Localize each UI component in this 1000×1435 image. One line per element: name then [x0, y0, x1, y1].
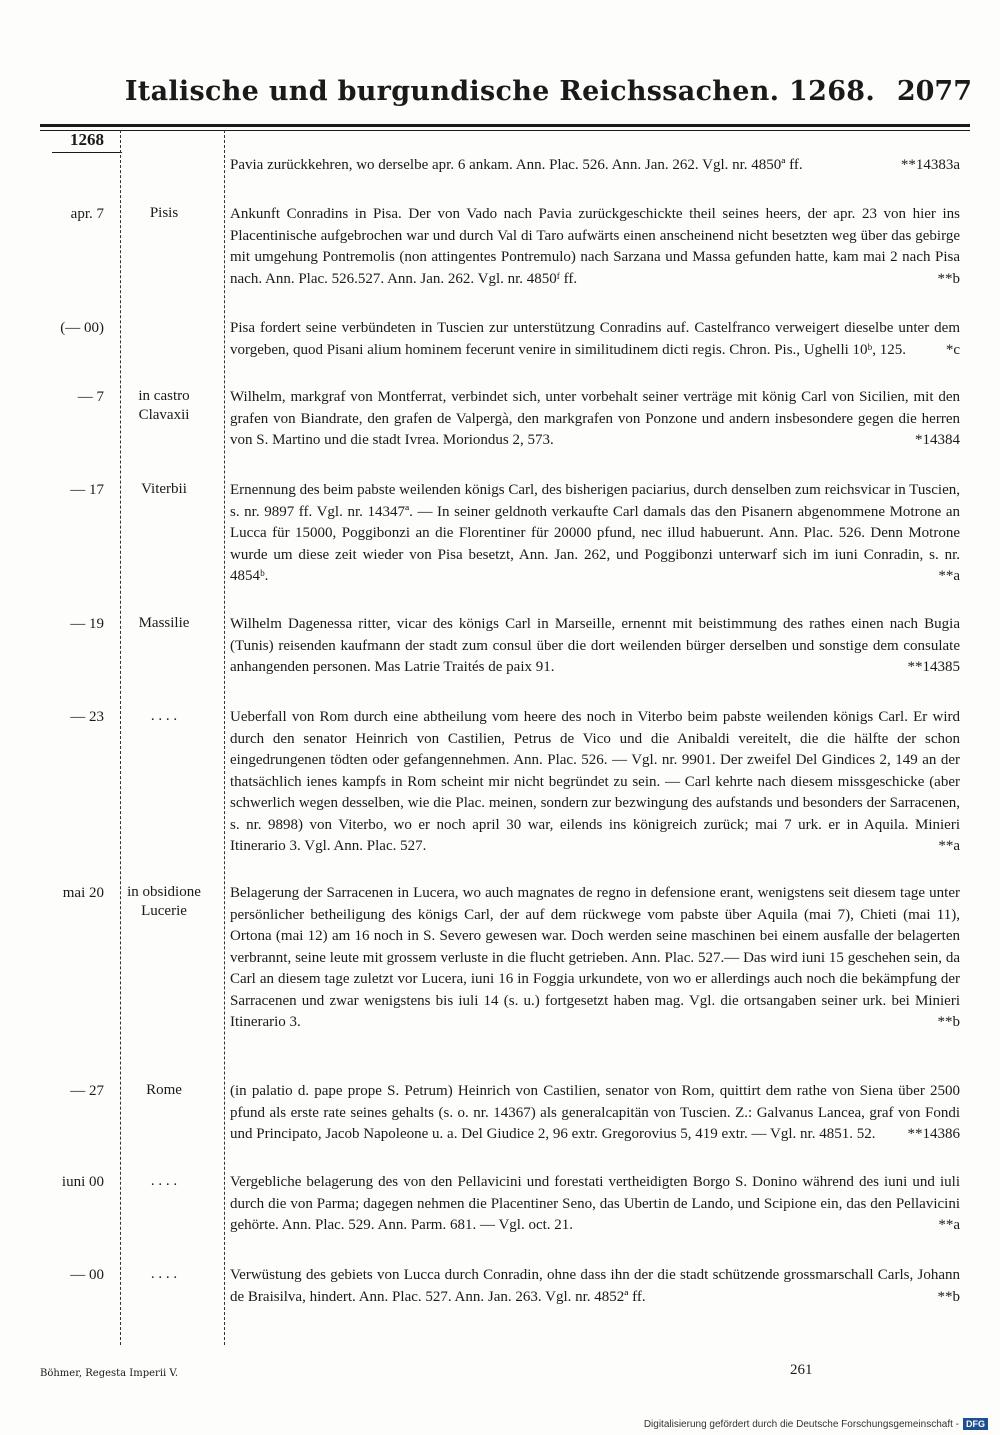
dfg-logo[interactable]: DFG: [963, 1418, 988, 1430]
entry-body: Pisa fordert seine verbündeten in Tuscien zur unterstützung Conradins auf. Castelfranco verweigert dieselbe unter dem vorgeben, quod Pisani alium hominem fecerunt venire in similitudinem dicti regis. Chron. Pis., Ughelli 10ᵇ, 125.: [230, 320, 960, 358]
entry-date: iuni 00: [61, 1174, 104, 1190]
entry-body: Pavia zurückkehren, wo derselbe apr. 6 ankam. Ann. Plac. 526. Ann. Jan. 262. Vgl. nr. 4850ª ff.: [230, 157, 803, 173]
entry-body: Ernennung des beim pabste weilenden königs Carl, des bisherigen paciarius, durch denselben zum reichsvicar in Tuscien, s. nr. 9897 ff. Vgl. nr. 14347ª. — In seiner geldnoth verkaufte Carl damals das den Pisanern abgenommene Motrone an Lucca für 15000, Poggibonzi an die Florentiner für 20000 pfund, nec illud habuerunt. Ann. Plac. 526. Denn Motrone wurde um diese zeit wieder von Pisa besetzt, Ann. Jan. 262, und Poggibonzi unterwarf sich im iuni Conradin, s. nr. 4854ᵇ.: [230, 482, 960, 584]
entry-reference: **14386: [907, 1126, 960, 1142]
entry-text: [230, 1081, 960, 1146]
entry-date: — 17: [70, 482, 104, 498]
entry-place: in castro Clavaxii: [138, 388, 190, 423]
entry-reference: **a: [938, 568, 960, 584]
entry-body: Ankunft Conradins in Pisa. Der von Vado nach Pavia zurückgeschickte theil seines heers, der apr. 23 von hier ins Placentinische aufgebrochen war und durch Val di Taro aufwärts einen anscheinend nicht besetzten weg über das gebirge mit umgehung Pontremolis (non attingentes Pontremulo) nach Sarzana und Massa gefunden hatte, kam mai 2 nach Pisa nach. Ann. Plac. 526.527. Ann. Jan. 262. Vgl. nr. 4850ᶠ ff.: [230, 206, 960, 287]
entry-date: — 19: [70, 616, 104, 632]
entry-body: Wilhelm Dagenessa ritter, vicar des königs Carl in Marseille, ernennt mit beistimmung des rathes einen nach Bugia (Tunis) reisenden kaufmann der stadt zum consul über die dort weilenden bürger derselben und sonstige dem consulate anhangenden personen. Mas Latrie Traités de paix 91.: [230, 616, 960, 675]
entry-reference: **a: [938, 838, 960, 854]
entry-date: apr. 7: [70, 206, 104, 222]
entry-reference: **14383a: [900, 157, 960, 173]
entry-place: . . . .: [150, 1266, 178, 1282]
entry-body: (in palatio d. pape prope S. Petrum) Heinrich von Castilien, senator von Rom, quittirt dem rathe von Siena über 2500 pfund als erste rate seines gehalts (s. o. nr. 14367) als generalcapitän von Tuscien. Z.: Galvanus Lancea, graf von Fondi und Principato, Jacob Napoleone u. a. Del Giudice 2, 96 extr. Gregorovius 5, 419 extr. — Vgl. nr. 4851. 52.: [230, 1083, 960, 1142]
entry-place: Pisis: [149, 205, 179, 221]
column-divider-place: [224, 130, 225, 1345]
entry-body: Belagerung der Sarracenen in Lucera, wo auch magnates de regno in defensione erant, wenigstens seit diesem tage unter persönlicher betheiligung des königs Carl, der auf dem rückwege vom pabste über Aquila (mai 7), Chieti (mai 11), Ortona (mai 12) am 16 noch in S. Severo gewesen war. Doch werden seine maschinen bei einem ausfalle der belagerten verbrannt, seine leute mit grossem verluste in die flucht getrieben. Ann. Plac. 527.— Das wird iuni 15 geschehen sein, da Carl an diesem tage zuletzt vor Lucera, iuni 16 in Foggia urkundete, von wo er allerdings auch noch die bekämpfung der Sarracenen und zwar wenigstens bis iuli 14 (s. u.) fortgesetzt haben mag. Vgl. die ortsangaben seiner urk. bei Minieri Itinerario 3.: [230, 885, 960, 1030]
entry-date: — 00: [70, 1267, 104, 1283]
entry-date: — 27: [70, 1083, 104, 1099]
page-header: [28, 70, 972, 120]
entry-place: Rome: [146, 1082, 182, 1098]
entry-reference: **b: [937, 1014, 960, 1030]
entry-place: Viterbii: [141, 481, 187, 497]
entry-reference: *c: [945, 341, 960, 358]
entry-text: [230, 155, 960, 177]
column-divider-date: [120, 130, 121, 1345]
entry-text: [230, 614, 960, 679]
page-title: Italische und burgundische Reichssachen. 1268.: [124, 76, 876, 107]
year-label: 1268: [52, 128, 122, 153]
entry-body: Ueberfall von Rom durch eine abtheilung vom heere des noch in Viterbo beim pabste weilenden königs Carl. Er wird durch den senator Heinrich von Castilien, Petrus de Vico und die Anibaldi vereitelt, die die hälfte der schon eingedrungenen tödten oder gefangennehmen. Ann. Plac. 526. — Vgl. nr. 9901. Der zweifel Del Gindices 2, 149 an der thatsächlich ienes kampfs in Rom scheint mir nicht begründet zu sein. — Carl kehrte nach diesem missgeschicke (aber schwerlich wegen desselben, wie die Plac. meinen, sondern zur bezwingung des aufstands und besonders der Sarracenen, s. nr. 9898) von Viterbo, wo er noch april 30 war, eilends ins königreich zurück; mai 7 urk. er in Aquila. Minieri Itinerario 3. Vgl. Ann. Plac. 527.: [230, 709, 960, 854]
entry-place: . . . .: [150, 708, 178, 724]
entry-reference: **a: [938, 1217, 960, 1233]
entry-text: [230, 883, 960, 1034]
footer-page-number: 261: [790, 1362, 813, 1378]
entry-text: [230, 318, 960, 361]
entry-place: Massilie: [138, 615, 190, 631]
entry-date: (— 00): [60, 320, 104, 336]
header-rule-thin: [40, 130, 970, 131]
entry-reference: **14385: [907, 659, 960, 675]
entry-body: Wilhelm, markgraf von Montferrat, verbindet sich, unter vorbehalt seiner verträge mit könig Carl von Sicilien, mit den grafen von Biandrate, den grafen de Valpergà, den markgrafen von Ponzone und andern insbesondere gegen die herren von S. Martino und die stadt Ivrea. Moriondus 2, 573.: [230, 389, 960, 448]
entry-text: [230, 387, 960, 452]
dfg-credit: [644, 1418, 988, 1430]
entry-reference: **b: [937, 1288, 960, 1305]
entry-date: — 23: [70, 709, 104, 725]
entry-text: [230, 707, 960, 858]
entry-text: [230, 480, 960, 588]
entry-body: Verwüstung des gebiets von Lucca durch Conradin, ohne dass ihn der die stadt schützende grossmarschall Carls, Johann de Braisilva, hindert. Ann. Plac. 527. Ann. Jan. 263. Vgl. nr. 4852ª ff.: [230, 1267, 960, 1305]
page-number: 2077: [896, 76, 972, 107]
entry-reference: **b: [937, 270, 960, 287]
entry-date: mai 20: [62, 885, 104, 901]
header-rule: [40, 124, 970, 127]
entry-text: [230, 1265, 960, 1308]
dfg-credit-text: Digitalisierung gefördert durch die Deutsche Forschungsgemeinschaft -: [643, 1418, 959, 1430]
entry-text: [230, 204, 960, 290]
entry-place: . . . .: [150, 1173, 178, 1189]
entry-body: Vergebliche belagerung des von den Pellavicini und forestati vertheidigten Borgo S. Donino während des iuni und iuli durch die von Parma; dagegen nehmen die Placentiner Seno, das Ubertin de Lando, und Scipione ein, das den Pellavicini gehörte. Ann. Plac. 529. Ann. Parm. 681. — Vgl. oct. 21.: [230, 1174, 960, 1233]
entry-place: in obsidione Lucerie: [127, 884, 201, 919]
entry-date: — 7: [77, 389, 104, 405]
entry-text: [230, 1172, 960, 1237]
footer-source: Böhmer, Regesta Imperii V.: [40, 1368, 179, 1379]
entry-reference: *14384: [915, 432, 960, 448]
